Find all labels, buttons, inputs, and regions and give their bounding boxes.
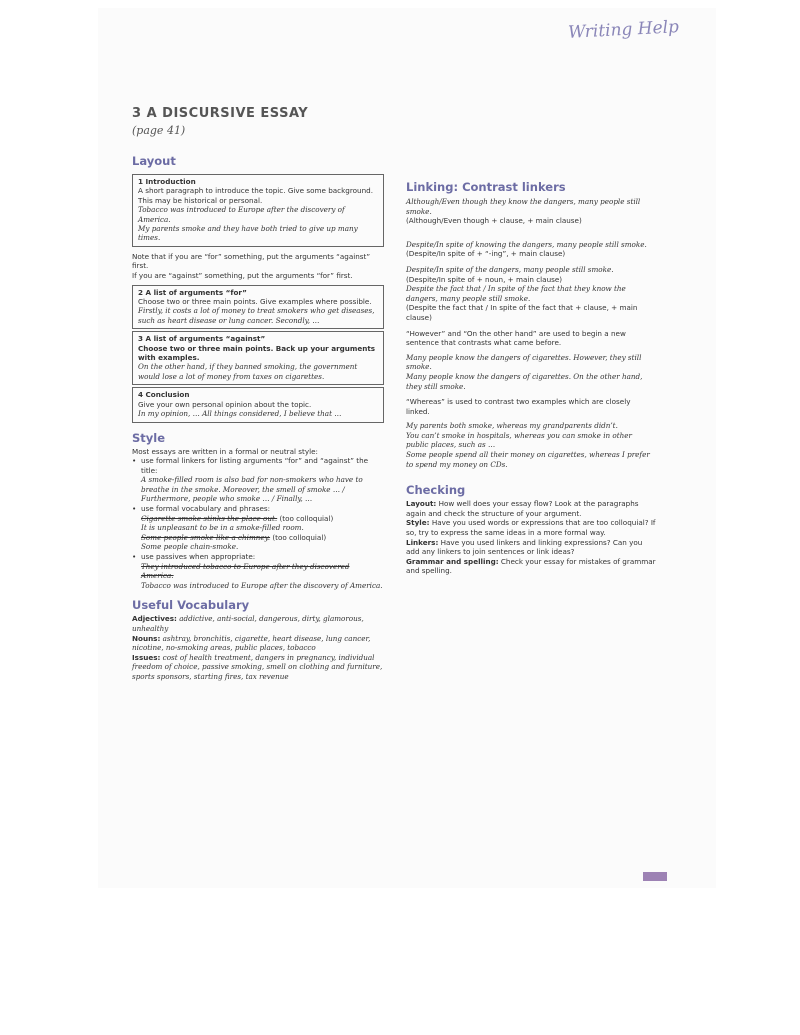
arguments-against-title: 3 A list of arguments “against”	[138, 334, 266, 344]
crossed-out-example-1: Cigarette smoke stinks the place out.	[141, 513, 278, 523]
introduction-box	[132, 174, 384, 247]
linking-whereas-explanation: “Whereas” is used to contrast two examples which are closely linked.	[406, 397, 631, 416]
linking-rule-despite-fact: (Despite the fact that / In spite of the fact that + clause, + main clause)	[406, 303, 638, 322]
layout-note-1: Note that if you are “for” something, put the arguments “against” first.	[132, 251, 371, 271]
adjectives-list: addictive, anti-social, dangerous, dirty, glamorous, unhealthy	[132, 614, 364, 633]
whereas-example-3: Some people spend all their money on cigarettes, whereas I prefer to spend my money on CDs.	[406, 450, 650, 469]
style-formal-example-2: Some people chain-smoke.	[141, 542, 239, 552]
vocab-nouns	[132, 634, 384, 653]
conclusion-text: Give your own personal opinion about the topic.	[138, 399, 312, 409]
issues-label: Issues:	[132, 652, 161, 662]
linking-example-although: Although/Even though they know the dangers, many people still smoke.	[406, 197, 641, 216]
linking-example-despite-ing: Despite/In spite of knowing the dangers, many people still smoke.	[406, 239, 647, 249]
writing-help-header: Writing Help	[567, 17, 680, 43]
style-bullet-1: • use formal linkers for listing arguments “for” and “against” the title:	[132, 456, 384, 475]
checking-grammar-text: Check your essay for mistakes of grammar and spelling.	[406, 556, 656, 576]
linking-rule-despite-noun: (Despite/In spite of + noun, + main clause)	[406, 274, 563, 284]
page-reference: (page 41)	[132, 124, 186, 137]
vocab-adjectives	[132, 614, 384, 633]
checking-heading: Checking	[406, 483, 466, 498]
style-intro: Most essays are written in a formal or neutral style:	[132, 446, 318, 456]
adjectives-label: Adjectives:	[132, 614, 177, 624]
style-formal-example-1: It is unpleasant to be in a smoke-filled room.	[141, 523, 304, 533]
colloquial-note-1: (too colloquial)	[279, 513, 334, 523]
checking-style-label: Style:	[406, 518, 430, 528]
vocab-issues	[132, 653, 384, 682]
linking-however-example: Many people know the dangers of cigarettes. However, they still smoke.	[406, 352, 642, 372]
crossed-out-example-2: Some people smoke like a chimney.	[141, 532, 271, 542]
style-passive-example: Tobacco was introduced to Europe after the discovery of America.	[141, 580, 383, 590]
checking-linkers	[406, 538, 656, 557]
nouns-label: Nouns:	[132, 633, 161, 643]
whereas-example-1: My parents both smoke, whereas my grandparents didn’t.	[406, 421, 618, 431]
layout-note-2: If you are “against” something, put the arguments “for” first.	[132, 271, 353, 281]
checking-grammar-label: Grammar and spelling:	[406, 556, 499, 566]
conclusion-title: 4 Conclusion	[138, 390, 190, 400]
linking-on-the-other-hand-example: Many people know the dangers of cigarettes. On the other hand, they still smoke.	[406, 371, 643, 391]
introduction-example-1: Tobacco was introduced to Europe after the discovery of America.	[138, 205, 345, 224]
arguments-against-example: On the other hand, if they banned smoking, the government would lose a lot of money from taxes on cigarettes.	[138, 362, 358, 381]
nouns-list: ashtray, bronchitis, cigarette, heart disease, lung cancer, nicotine, no-smoking areas, public places, tobacco	[132, 633, 371, 653]
linking-rule-although: (Although/Even though + clause, + main clause)	[406, 216, 582, 226]
style-bullet-3: • use passives when appropriate:	[132, 552, 384, 562]
checking-layout-label: Layout:	[406, 499, 437, 509]
issues-list: cost of health treatment, dangers in pregnancy, individual freedom of choice, passive smoking, smell on clothing and furniture, sports sponsors, starting fires, tax revenue	[132, 652, 383, 681]
right-column	[406, 180, 656, 576]
conclusion-example: In my opinion, … All things considered, I believe that …	[138, 409, 342, 419]
layout-heading: Layout	[132, 154, 176, 168]
conclusion-box	[132, 387, 384, 422]
style-bullet-2: • use formal vocabulary and phrases:	[132, 504, 384, 514]
page-tab-marker	[643, 872, 667, 881]
arguments-for-example: Firstly, it costs a lot of money to treat smokers who get diseases, such as heart disease or lung cancer. Secondly, …	[138, 306, 375, 325]
vocabulary-heading: Useful Vocabulary	[132, 598, 250, 613]
colloquial-note-2: (too colloquial)	[272, 532, 327, 542]
checking-linkers-label: Linkers:	[406, 537, 439, 547]
whereas-example-2: You can’t smoke in hospitals, whereas you can smoke in other public places, such as …	[406, 430, 632, 450]
introduction-example-2: My parents smoke and they have both tried to give up many times.	[138, 224, 358, 243]
checking-style	[406, 518, 656, 537]
introduction-text: A short paragraph to introduce the topic. Give some background. This may be historical or personal.	[138, 186, 373, 205]
checking-grammar	[406, 557, 656, 576]
arguments-against-text: Choose two or three main points. Back up your arguments with examples.	[138, 343, 376, 363]
arguments-for-text: Choose two or three main points. Give examples where possible.	[138, 297, 372, 307]
linking-example-despite-fact: Despite the fact that / In spite of the fact that they know the dangers, many people still smoke.	[406, 284, 626, 303]
checking-style-text: Have you used words or expressions that are too colloquial? If so, try to express the same ideas in a more formal way.	[406, 518, 656, 538]
arguments-against-box	[132, 331, 384, 385]
introduction-title: 1 Introduction	[138, 177, 196, 186]
linking-however-explanation: “However” and “On the other hand” are used to begin a new sentence that contrasts what came before.	[406, 328, 626, 348]
style-heading: Style	[132, 430, 166, 445]
linking-heading: Linking: Contrast linkers	[406, 180, 566, 194]
linking-example-despite-noun: Despite/In spite of the dangers, many people still smoke.	[406, 264, 614, 274]
checking-layout-text: How well does your essay flow? Look at the paragraphs again and check the structure of your argument.	[406, 499, 639, 518]
left-column	[132, 106, 384, 682]
arguments-for-title: 2 A list of arguments “for”	[138, 287, 247, 297]
style-bullet-1-example: A smoke-filled room is also bad for non-smokers who have to breathe in the smoke. Moreover, the smell of smoke … / Furthermore, people who smoke … / Finally, …	[141, 475, 363, 504]
linking-rule-despite-ing: (Despite/In spite of + “-ing”, + main clause)	[406, 249, 566, 259]
checking-linkers-text: Have you used linkers and linking expressions? Can you add any linkers to join sentences or link ideas?	[406, 537, 643, 557]
arguments-for-box	[132, 285, 384, 330]
checking-layout	[406, 499, 656, 518]
section-title: 3 A DISCURSIVE ESSAY	[132, 106, 309, 121]
style-colloquial-2	[132, 533, 384, 543]
crossed-out-example-3: They introduced tobacco to Europe after they discovered America.	[141, 561, 350, 581]
style-colloquial-1	[132, 514, 384, 524]
